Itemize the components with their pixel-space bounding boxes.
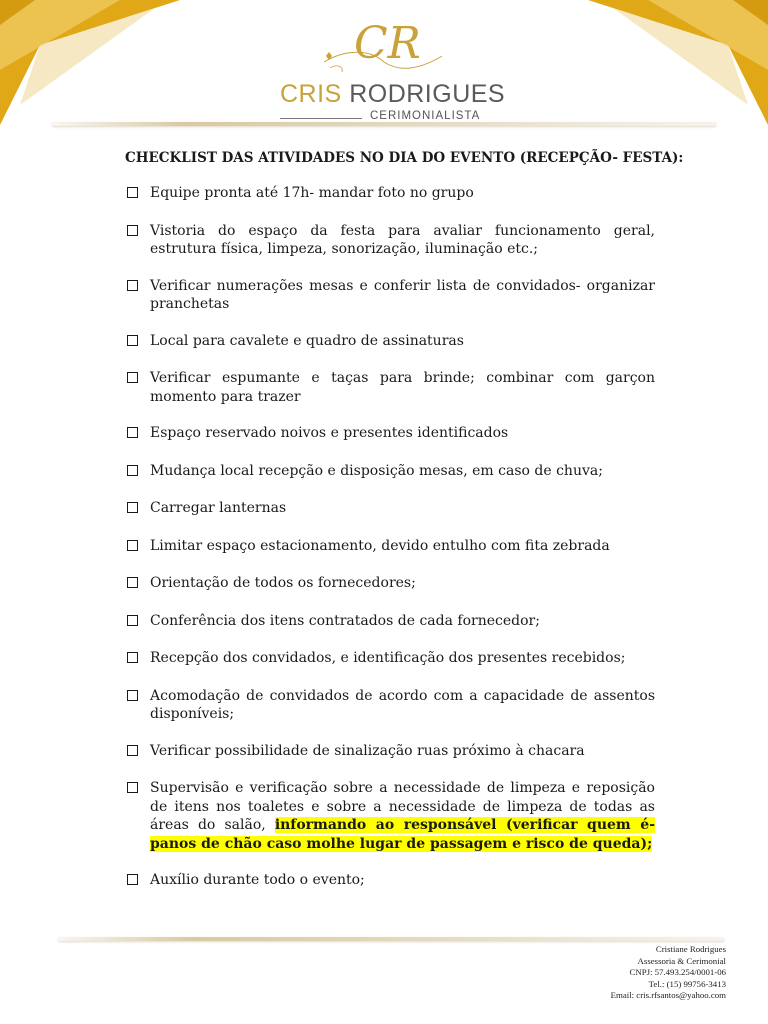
checklist-item-text: Orientação de todos os fornecedores; — [150, 575, 416, 591]
logo-brand-name — [280, 80, 506, 109]
monogram-logo-mark — [314, 10, 454, 82]
footer-contact — [611, 944, 726, 1002]
checklist-item — [125, 369, 655, 406]
document-body — [125, 150, 684, 890]
checklist-item-text: Verificar possibilidade de sinalização ruas próximo à chacara — [150, 742, 585, 759]
checklist-item — [125, 574, 655, 593]
checklist-item-text: Verificar espumante e taças para brinde; combinar com garçon momento para trazer — [150, 370, 655, 405]
checklist-item — [125, 424, 655, 443]
checkbox[interactable] — [127, 782, 138, 793]
checklist-item — [125, 184, 655, 203]
checkbox[interactable] — [127, 280, 138, 291]
checklist-item — [125, 649, 655, 668]
checklist-item — [125, 222, 655, 259]
checklist-item-text: Vistoria do espaço da festa para avaliar funcionamento geral, estrutura física, limpeza, sonorização, iluminação etc.; — [150, 222, 655, 257]
checklist-item — [125, 277, 655, 314]
checklist — [125, 184, 655, 890]
logo-first-name: CRIS — [280, 80, 342, 108]
checklist-item — [125, 612, 655, 631]
checkbox[interactable] — [127, 225, 138, 236]
footer-divider — [58, 937, 724, 941]
gold-corner-right — [588, 0, 768, 125]
footer-email: Email: cris.rfsantos@yahoo.com — [610, 990, 726, 1001]
footer-phone: Tel.: (15) 99756-3413 — [648, 978, 726, 989]
checkbox[interactable] — [127, 540, 138, 551]
checklist-item-text: Espaço reservado noivos e presentes identificados — [150, 425, 509, 441]
logo-divider-line — [280, 118, 362, 119]
checklist-item-text: Supervisão e verificação sobre a necessidade de limpeza e reposição de itens nos toaletes e sobre a necessidade de limpeza de todas as áreas do salão, — [150, 780, 655, 833]
footer-role: Assessoria & Cerimonial — [637, 955, 726, 966]
checklist-item-text: Equipe pronta até 17h- mandar foto no grupo — [150, 185, 474, 201]
checklist-item — [125, 462, 655, 481]
checkbox[interactable] — [127, 745, 138, 756]
checklist-item-text: Verificar numerações mesas e conferir lista de convidados- organizar pranchetas — [150, 277, 655, 312]
checklist-item-text: Conferência dos itens contratados de cada fornecedor; — [150, 612, 540, 629]
checkbox[interactable] — [127, 427, 138, 438]
checkbox[interactable] — [127, 577, 138, 588]
logo-last-name: RODRIGUES — [349, 80, 506, 108]
page-title: CHECKLIST DAS ATIVIDADES NO DIA DO EVENTO (RECEPÇÃO- FESTA): — [125, 150, 684, 166]
checkbox[interactable] — [127, 615, 138, 626]
checklist-item — [125, 871, 655, 890]
checkbox[interactable] — [127, 690, 138, 701]
checklist-item-text: Acomodação de convidados de acordo com a capacidade de assentos disponíveis; — [150, 687, 655, 722]
checkbox[interactable] — [127, 502, 138, 513]
checklist-item-text: Limitar espaço estacionamento, devido entulho com fita zebrada — [150, 537, 610, 554]
checkbox[interactable] — [127, 465, 138, 476]
highlighted-note: informando ao responsável (verificar quem é- panos de chão caso molhe lugar de passagem e risco de queda); — [150, 817, 655, 852]
checkbox[interactable] — [127, 187, 138, 198]
footer-name: Cristiane Rodrigues — [655, 944, 726, 954]
checkbox[interactable] — [127, 652, 138, 663]
footer-cnpj: CNPJ: 57.493.254/0001-06 — [629, 967, 726, 978]
checklist-item — [125, 332, 655, 351]
logo-monogram: CR — [354, 18, 421, 69]
header-divider — [52, 122, 716, 126]
gold-corner-left — [0, 0, 180, 125]
checklist-item — [125, 537, 655, 556]
checklist-item — [125, 742, 655, 761]
checklist-item — [125, 499, 655, 518]
checklist-item-text: Local para cavalete e quadro de assinaturas — [150, 332, 464, 349]
checklist-item — [125, 779, 655, 853]
checkbox[interactable] — [127, 372, 138, 383]
logo-subtitle: CERIMONIALISTA — [370, 110, 481, 122]
checklist-item-text: Carregar lanternas — [150, 500, 287, 516]
checklist-item — [125, 687, 655, 724]
brand-logo — [280, 10, 506, 122]
checklist-item-text: Recepção dos convidados, e identificação dos presentes recebidos; — [150, 650, 626, 666]
checkbox[interactable] — [127, 335, 138, 346]
checkbox[interactable] — [127, 874, 138, 885]
checklist-item-text: Mudança local recepção e disposição mesas, em caso de chuva; — [150, 462, 603, 479]
checklist-item-text: Auxílio durante todo o evento; — [150, 872, 365, 888]
